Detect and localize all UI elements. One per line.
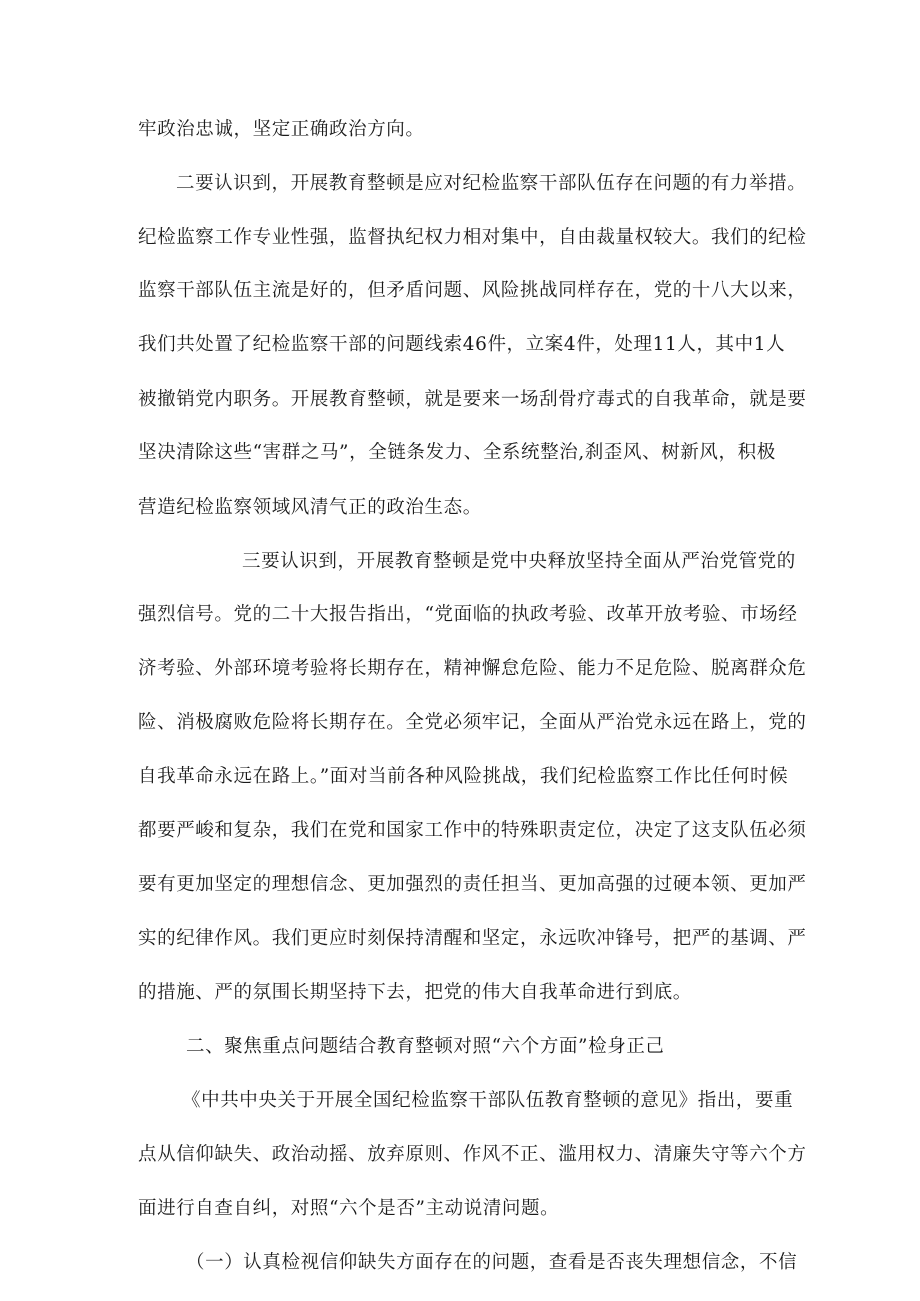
text-line: 实的纪律作风。我们更应时刻保持清醒和坚定，永远吹冲锋号，把严的基调、严 [138, 928, 807, 949]
text-line: 我们共处置了纪检监察干部的问题线索46件，立案4件，处理11人，其中1人 [138, 334, 786, 355]
text-line: 济考验、外部环境考验将长期存在，精神懈怠危险、能力不足危险、脱离群众危 [138, 658, 807, 679]
text-line: 营造纪检监察领域风清气正的政治生态。 [138, 497, 482, 518]
text-line: 坚决清除这些“害群之马”，全链条发力、全系统整治,刹歪风、树新风，积极 [138, 442, 776, 463]
text-line: 都要严峻和复杂，我们在党和国家工作中的特殊职责定位，决定了这支队伍必须 [138, 820, 807, 841]
text-line: 的措施、严的氛围长期坚持下去，把党的伟大自我革命进行到底。 [138, 982, 692, 1003]
text-line: 监察干部队伍主流是好的，但矛盾问题、风险挑战同样存在，党的十八大以来， [138, 280, 807, 301]
text-line: 点从信仰缺失、政治动摇、放弃原则、作风不正、滥用权力、清廉失守等六个方 [138, 1144, 807, 1165]
section-heading: 二、聚焦重点问题结合教育整顿对照“六个方面”检身正己 [186, 1036, 665, 1057]
text-line: （一）认真检视信仰缺失方面存在的问题，查看是否丧失理想信念，不信 [186, 1252, 798, 1273]
text-line: 自我革命永远在路上。”面对当前各种风险挑战，我们纪检监察工作比任何时候 [138, 766, 789, 787]
text-line: 被撤销党内职务。开展教育整顿，就是要来一场刮骨疗毒式的自我革命，就是要 [138, 389, 807, 410]
text-line: 二要认识到，开展教育整顿是应对纪检监察干部队伍存在问题的有力举措。 [176, 173, 807, 194]
text-line: 牢政治忠诚，坚定正确政治方向。 [138, 119, 425, 140]
text-line: 要有更加坚定的理想信念、更加强烈的责任担当、更加高强的过硬本领、更加严 [138, 874, 807, 895]
text-line: 《中共中央关于开展全国纪检监察干部队伍教育整顿的意见》指出，要重 [182, 1090, 794, 1111]
text-line: 三要认识到，开展教育整顿是党中央释放坚持全面从严治党管党的 [242, 551, 796, 572]
text-line: 面进行自查自纠，对照“六个是否”主动说清问题。 [138, 1198, 560, 1219]
text-line: 强烈信号。党的二十大报告指出，“党面临的执政考验、改革开放考验、市场经 [138, 604, 798, 625]
text-line: 险、消极腐败危险将长期存在。全党必须牢记，全面从严治党永远在路上，党的 [138, 712, 807, 733]
text-line: 纪检监察工作专业性强，监督执纪权力相对集中，自由裁量权较大。我们的纪检 [138, 227, 807, 248]
